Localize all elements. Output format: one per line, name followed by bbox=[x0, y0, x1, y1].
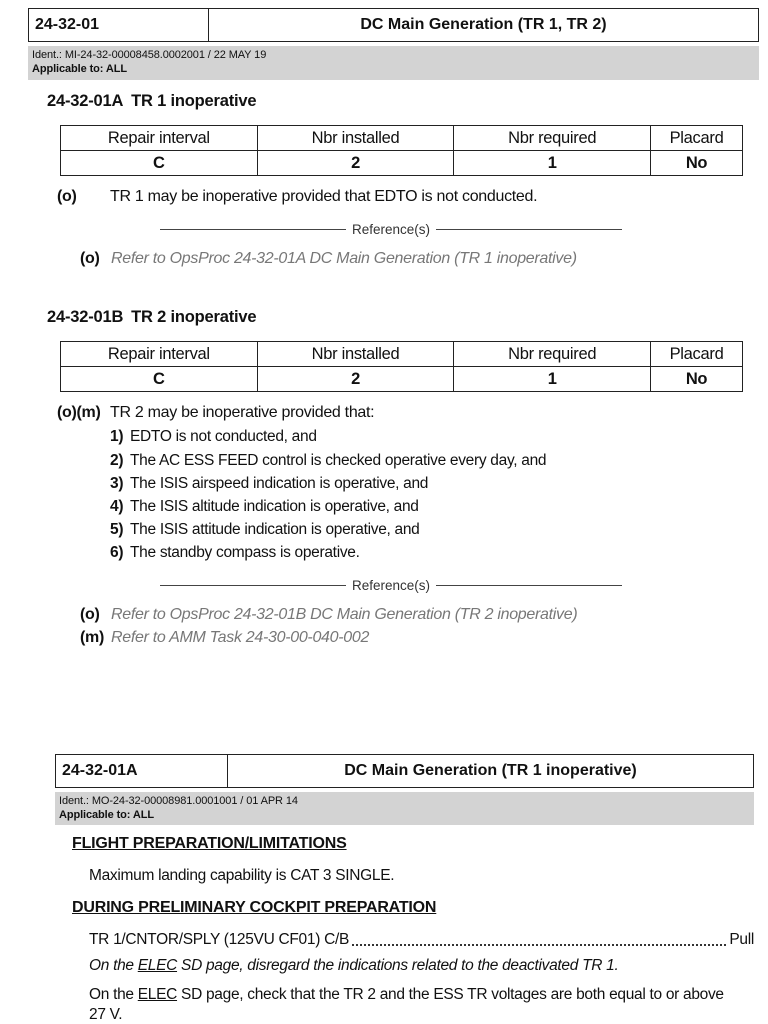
item-text: The ISIS altitude indication is operative, and bbox=[130, 498, 419, 515]
item-number: 2) bbox=[110, 452, 124, 469]
note-1-prefix: On the bbox=[89, 957, 138, 974]
table-header-row bbox=[61, 342, 743, 367]
section-a-name: TR 1 inoperative bbox=[131, 92, 257, 110]
ops-header-title: DC Main Generation (TR 1 inoperative) bbox=[344, 762, 637, 779]
cb-action: Pull bbox=[729, 931, 754, 948]
value-repair-interval: C bbox=[61, 151, 258, 176]
section-b-condition bbox=[57, 404, 374, 422]
value-placard: No bbox=[651, 367, 743, 392]
value-nbr-required: 1 bbox=[454, 367, 651, 392]
cb-item-row bbox=[89, 931, 754, 949]
condition-item-3 bbox=[110, 475, 428, 493]
item-text: The ISIS airspeed indication is operative, and bbox=[130, 475, 429, 492]
note-2 bbox=[89, 985, 759, 1024]
section-b-code: 24-32-01B bbox=[47, 308, 124, 326]
table-header-row bbox=[61, 126, 743, 151]
section-b-name: TR 2 inoperative bbox=[131, 308, 257, 326]
elec-link[interactable]: ELEC bbox=[137, 957, 178, 974]
condition-text: TR 1 may be inoperative provided that EDTO is not conducted. bbox=[110, 188, 538, 205]
mel-ident: Ident.: MI-24-32-00008458.0002001 / 22 MAY 19 bbox=[32, 49, 267, 61]
header-repair-interval: Repair interval bbox=[61, 126, 258, 151]
condition-item-1 bbox=[110, 428, 317, 446]
ops-ident: Ident.: MO-24-32-00008981.0001001 / 01 APR 14 bbox=[59, 795, 298, 807]
mel-applicable: Applicable to: ALL bbox=[32, 63, 127, 75]
value-nbr-required: 1 bbox=[454, 151, 651, 176]
header-placard: Placard bbox=[651, 126, 743, 151]
mel-header-title: DC Main Generation (TR 1, TR 2) bbox=[360, 16, 607, 33]
header-nbr-required: Nbr required bbox=[454, 342, 651, 367]
item-text: EDTO is not conducted, and bbox=[130, 428, 317, 445]
value-nbr-installed: 2 bbox=[257, 367, 454, 392]
item-text: The AC ESS FEED control is checked operative every day, and bbox=[130, 452, 547, 469]
mel-ident-block bbox=[28, 46, 759, 80]
references-label: Reference(s) bbox=[352, 222, 431, 237]
section-b-title bbox=[47, 308, 256, 327]
section-a-reference-1 bbox=[80, 250, 577, 268]
value-nbr-installed: 2 bbox=[257, 151, 454, 176]
section-b-reference-1 bbox=[80, 606, 577, 624]
item-number: 4) bbox=[110, 498, 124, 515]
table-value-row bbox=[61, 367, 743, 392]
section-a-title bbox=[47, 92, 256, 111]
ops-header-code: 24-32-01A bbox=[56, 755, 228, 787]
flight-prep-title: FLIGHT PREPARATION/LIMITATIONS bbox=[72, 835, 347, 852]
item-number: 6) bbox=[110, 544, 124, 561]
flight-prep-text: Maximum landing capability is CAT 3 SINGLE. bbox=[89, 867, 395, 884]
ref-link[interactable]: Refer to AMM Task 24-30-00-040-002 bbox=[111, 629, 370, 646]
cb-item-label: TR 1/CNTOR/SPLY (125VU CF01) C/B bbox=[89, 931, 350, 948]
ref-link[interactable]: Refer to OpsProc 24-32-01A DC Main Generation (TR 1 inoperative) bbox=[111, 250, 577, 267]
note-2-line2: 27 V. bbox=[89, 1006, 123, 1023]
ops-ident-block bbox=[55, 792, 754, 825]
header-placard: Placard bbox=[651, 342, 743, 367]
ref-tag: (o) bbox=[80, 250, 100, 267]
item-number: 5) bbox=[110, 521, 124, 538]
value-repair-interval: C bbox=[61, 367, 258, 392]
section-b-reference-2 bbox=[80, 629, 369, 647]
note-2-prefix: On the bbox=[89, 986, 138, 1003]
ref-link[interactable]: Refer to OpsProc 24-32-01B DC Main Generation (TR 2 inoperative) bbox=[111, 606, 578, 623]
dot-leader bbox=[352, 944, 726, 946]
ref-tag: (m) bbox=[80, 629, 104, 646]
header-nbr-required: Nbr required bbox=[454, 126, 651, 151]
condition-item-4 bbox=[110, 498, 419, 516]
cockpit-prep-title: DURING PRELIMINARY COCKPIT PREPARATION bbox=[72, 899, 437, 916]
section-b-references-divider bbox=[160, 578, 622, 593]
section-a-table bbox=[60, 125, 743, 176]
note-2-suffix: SD page, check that the TR 2 and the ESS TR voltages are both equal to or above bbox=[177, 986, 724, 1003]
note-1 bbox=[89, 957, 618, 975]
ref-tag: (o) bbox=[80, 606, 100, 623]
value-placard: No bbox=[651, 151, 743, 176]
condition-text: TR 2 may be inoperative provided that: bbox=[110, 404, 375, 421]
ops-maint-tag: (o)(m) bbox=[57, 404, 101, 421]
ops-header bbox=[55, 754, 754, 788]
section-a-references-divider bbox=[160, 222, 622, 237]
condition-item-6 bbox=[110, 544, 360, 562]
header-nbr-installed: Nbr installed bbox=[257, 126, 454, 151]
ops-applicable: Applicable to: ALL bbox=[59, 809, 154, 821]
item-number: 3) bbox=[110, 475, 124, 492]
header-nbr-installed: Nbr installed bbox=[257, 342, 454, 367]
note-1-suffix: SD page, disregard the indications related to the deactivated TR 1. bbox=[177, 957, 619, 974]
item-number: 1) bbox=[110, 428, 124, 445]
elec-link[interactable]: ELEC bbox=[137, 986, 178, 1003]
section-a-code: 24-32-01A bbox=[47, 92, 124, 110]
mel-header-code: 24-32-01 bbox=[29, 9, 209, 41]
condition-item-5 bbox=[110, 521, 420, 539]
references-label: Reference(s) bbox=[352, 578, 431, 593]
table-value-row bbox=[61, 151, 743, 176]
ops-tag: (o) bbox=[57, 188, 77, 205]
item-text: The ISIS attitude indication is operative, and bbox=[130, 521, 420, 538]
section-b-table bbox=[60, 341, 743, 392]
header-repair-interval: Repair interval bbox=[61, 342, 258, 367]
mel-header bbox=[28, 8, 759, 42]
condition-item-2 bbox=[110, 452, 546, 470]
item-text: The standby compass is operative. bbox=[130, 544, 360, 561]
section-a-condition bbox=[57, 188, 537, 206]
